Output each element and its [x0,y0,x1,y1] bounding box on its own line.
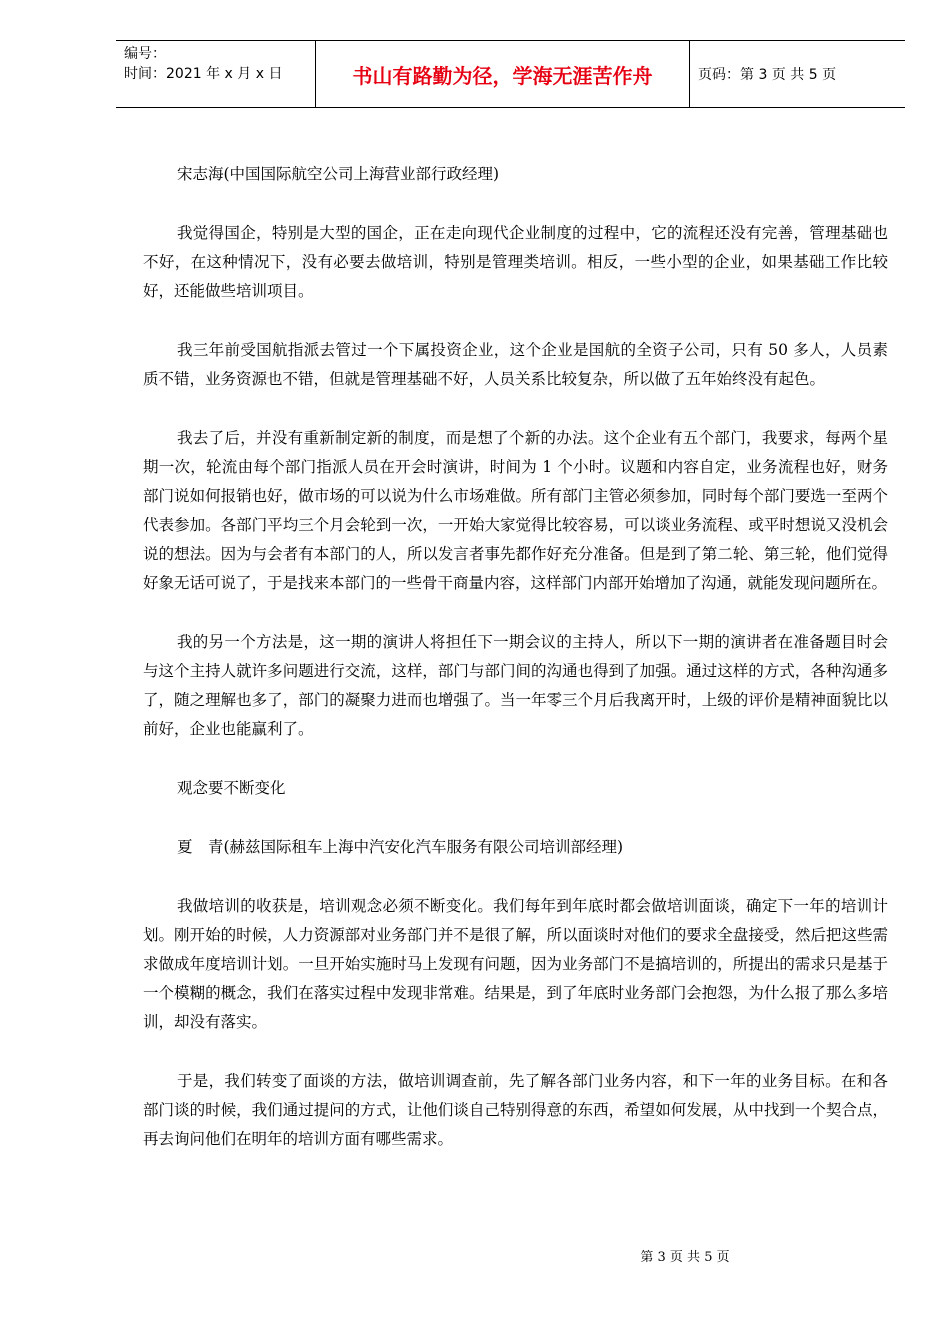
page-footer [0,1246,950,1265]
paragraph: 我三年前受国航指派去管过一个下属投资企业，这个企业是国航的全资子公司，只有 50 多人，人员素质不错，业务资源也不错，但就是管理基础不好，人员关系比较复杂，所以做了五年始终没有起色。 [143,341,888,388]
header-info-cell [116,41,316,107]
paragraph: 我觉得国企，特别是大型的国企，正在走向现代企业制度的过程中，它的流程还没有完善，管理基础也不好，在这种情况下，没有必要去做培训，特别是管理类培训。相反，一些小型的企业，如果基础工作比较好，还能做些培训项目。 [143,224,888,300]
paragraph: 我的另一个方法是，这一期的演讲人将担任下一期会议的主持人，所以下一期的演讲者在准备题目时会与这个主持人就许多问题进行交流，这样，部门与部门间的沟通也得到了加强。通过这样的方式，各种沟通多了，随之理解也多了，部门的凝聚力进而也增强了。当一年零三个月后我离开时，上级的评价是精神面貌比以前好，企业也能赢利了。 [143,633,888,738]
document-body [143,160,888,1154]
header-page-number: 页码：第 3 页 共 5 页 [698,67,837,83]
header-motto-cell [316,41,690,107]
paragraph: 我做培训的收获是，培训观念必须不断变化。我们每年到年底时都会做培训面谈，确定下一年的培训计划。刚开始的时候，人力资源部对业务部门并不是很了解，所以面谈时对他们的要求全盘接受，然后把这些需求做成年度培训计划。一旦开始实施时马上发现有问题，因为业务部门不是搞培训的，所提出的需求只是基于一个模糊的概念，我们在落实过程中发现非常难。结果是，到了年底时业务部门会抱怨，为什么报了那么多培训，却没有落实。 [143,897,888,1031]
footer-page-number: 第 3 页 共 5 页 [640,1250,730,1265]
header-page-cell [690,41,905,107]
paragraph-speaker-song: 宋志海(中国国际航空公司上海营业部行政经理) [177,165,500,183]
section-heading: 观念要不断变化 [177,779,286,797]
document-number-label: 编号： [124,46,166,62]
paragraph: 我去了后，并没有重新制定新的制度，而是想了个新的办法。这个企业有五个部门，我要求，每两个星期一次，轮流由每个部门指派人员在开会时演讲，时间为 1 个小时。议题和内容自定，业务流程也好，财务部门说如何报销也好，做市场的可以说为什么市场难做。所有部门主管必须参加，同时每个部门要选一至两个代表参加。各部门平均三个月会轮到一次，一开始大家觉得比较容易，可以谈业务流程、或平时想说又没机会说的想法。因为与会者有本部门的人，所以发言者事先都作好充分准备。但是到了第二轮、第三轮，他们觉得好象无话可说了，于是找来本部门的一些骨干商量内容，这样部门内部开始增加了沟通，就能发现问题所在。 [143,429,888,592]
page-header [116,40,905,108]
paragraph: 于是，我们转变了面谈的方法，做培训调查前，先了解各部门业务内容，和下一年的业务目标。在和各部门谈的时候，我们通过提问的方式，让他们谈自己特别得意的东西，希望如何发展，从中找到一个契合点，再去询问他们在明年的培训方面有哪些需求。 [143,1072,888,1148]
paragraph-speaker-xia: 夏 青(赫兹国际租车上海中汽安化汽车服务有限公司培训部经理) [177,838,624,856]
document-time-label: 时间：2021 年 x 月 x 日 [124,66,283,82]
motto-text: 书山有路勤为径，学海无涯苦作舟 [352,63,653,88]
